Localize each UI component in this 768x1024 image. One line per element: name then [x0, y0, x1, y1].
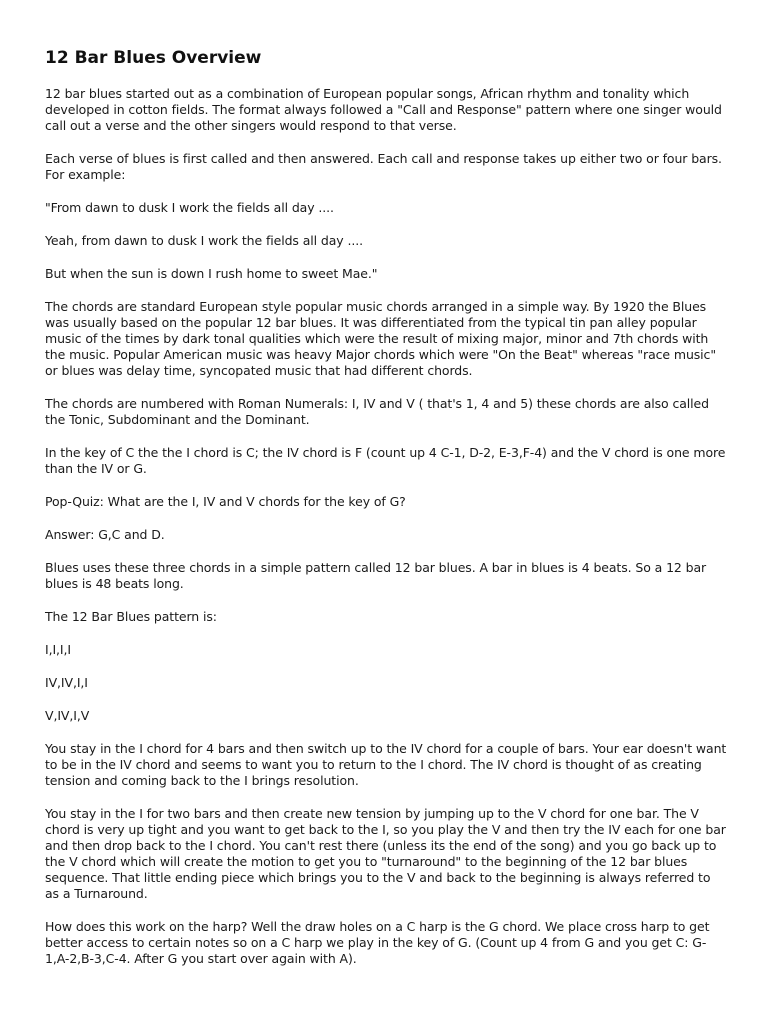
- pattern-line-2: IV,IV,I,I: [45, 675, 88, 690]
- pattern-line-3: V,IV,I,V: [45, 708, 90, 723]
- document-title: 12 Bar Blues Overview: [45, 48, 262, 68]
- paragraph-chords-history: The chords are standard European style popular music chords arranged in a simple way. By 1920 the Blues was usually based on the popular 12 bar blues. It was differentiated from the typical tin pan alley popular music of the times by dark tonal qualities which were the result of mixing major, minor and 7th chords with the music. Popular American music was heavy Major chords which were "On the Beat" whereas "race music" or blues was delay time, syncopated music that had different chords.: [45, 299, 716, 378]
- paragraph-key-of-c: In the key of C the the I chord is C; the IV chord is F (count up 4 C-1, D-2, E-3,F-4) and the V chord is one more than the IV or G.: [45, 445, 726, 476]
- lyric-line-1: "From dawn to dusk I work the fields all day ....: [45, 200, 334, 215]
- lyric-line-3: But when the sun is down I rush home to sweet Mae.": [45, 266, 378, 281]
- paragraph-tension: You stay in the I chord for 4 bars and then switch up to the IV chord for a couple of bars. Your ear doesn't want to be in the IV chord and seems to want you to return to the I chord. The IV chord is thought of as creating tension and coming back to the I brings resolution.: [45, 741, 727, 788]
- paragraph-call-response: Each verse of blues is first called and then answered. Each call and response takes up either two or four bars. For example:: [45, 151, 722, 182]
- pattern-line-1: I,I,I,I: [45, 642, 71, 657]
- paragraph-intro: 12 bar blues started out as a combination of European popular songs, African rhythm and tonality which developed in cotton fields. The format always followed a "Call and Response" pattern where one singer would call out a verse and the other singers would respond to that verse.: [45, 86, 722, 133]
- paragraph-pop-quiz: Pop-Quiz: What are the I, IV and V chords for the key of G?: [45, 494, 406, 509]
- paragraph-turnaround: You stay in the I for two bars and then create new tension by jumping up to the V chord for one bar. The V chord is very up tight and you want to get back to the I, so you play the V and then try the IV each for one bar and then drop back to the I chord. You can't rest there (unless its the end of the song) and you go back up to the V chord which will create the motion to get you to "turnaround" to the beginning of the 12 bar blues sequence. That little ending piece which brings you to the V and back to the beginning is always referred to as a Turnaround.: [45, 806, 726, 901]
- paragraph-roman-numerals: The chords are numbered with Roman Numerals: I, IV and V ( that's 1, 4 and 5) these chords are also called the Tonic, Subdominant and the Dominant.: [45, 396, 709, 427]
- lyric-line-2: Yeah, from dawn to dusk I work the fields all day ....: [45, 233, 363, 248]
- paragraph-answer: Answer: G,C and D.: [45, 527, 165, 542]
- paragraph-pattern-intro: The 12 Bar Blues pattern is:: [45, 609, 217, 624]
- paragraph-harp: How does this work on the harp? Well the draw holes on a C harp is the G chord. We place cross harp to get better access to certain notes so on a C harp we play in the key of G. (Count up 4 from G and you get C: G-1,A-2,B-3,C-4. After G you start over again with A).: [45, 919, 710, 966]
- paragraph-twelve-bar: Blues uses these three chords in a simple pattern called 12 bar blues. A bar in blues is 4 beats. So a 12 bar blues is 48 beats long.: [45, 560, 707, 591]
